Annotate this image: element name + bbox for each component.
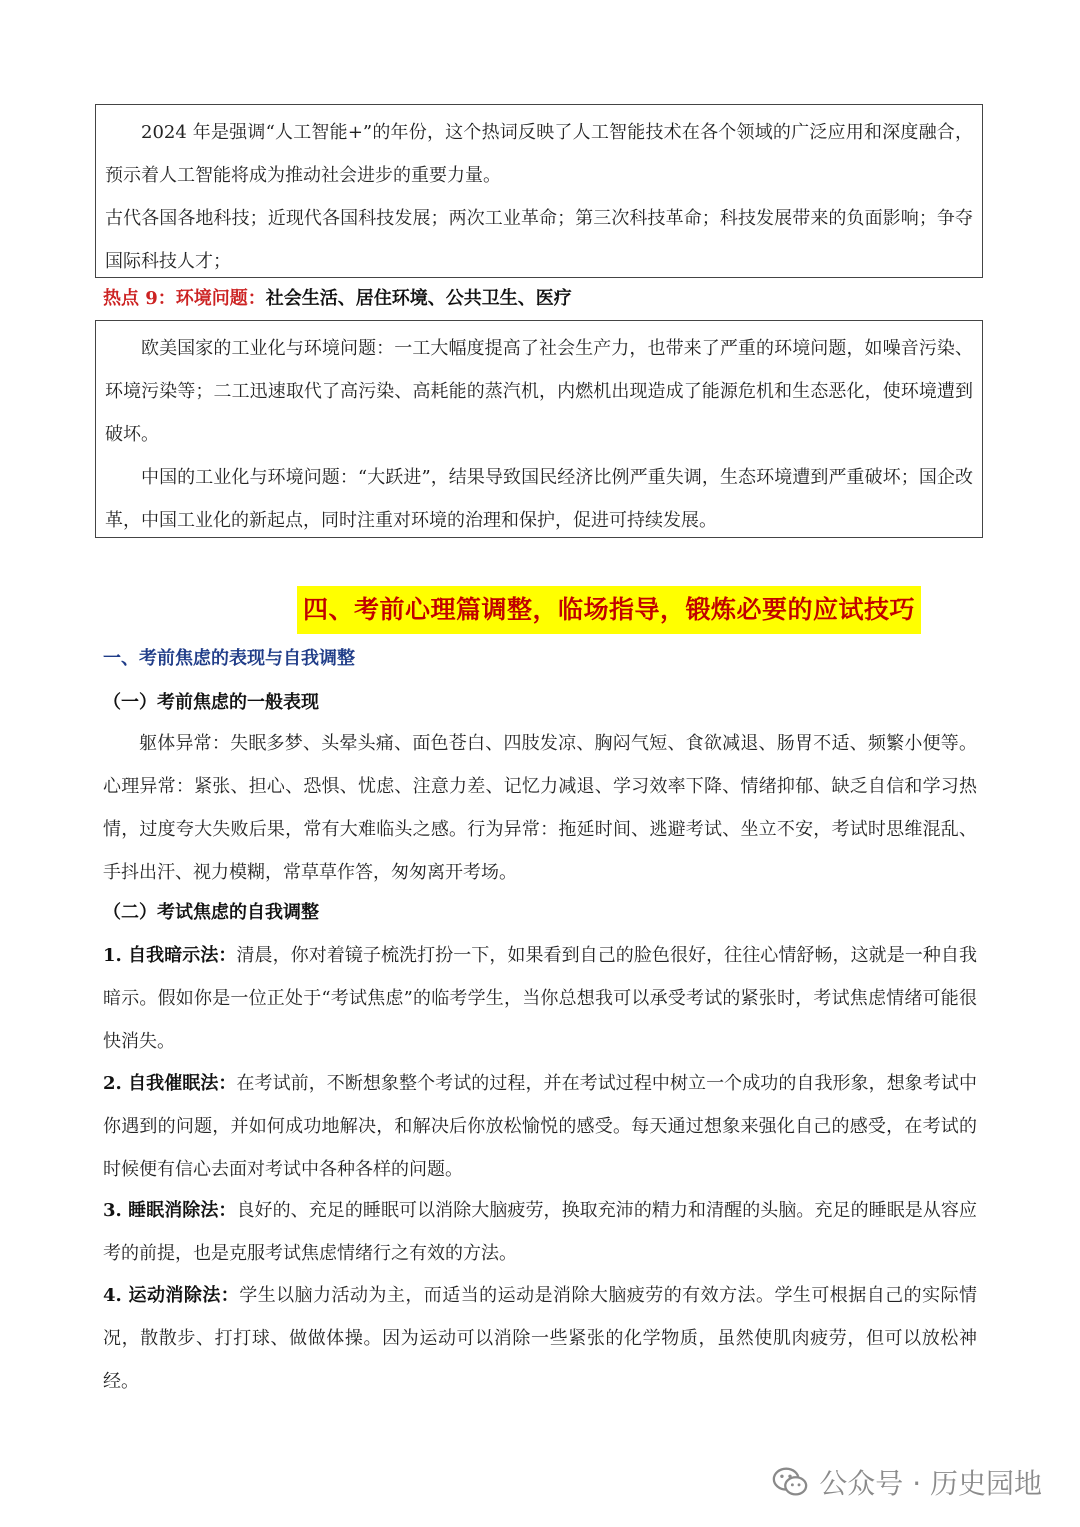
method-text: 清晨，你对着镜子梳洗打扮一下，如果看到自己的脸色很好，往往心情舒畅，这就是一种自我暗示。假如你是一位正处于“考试焦虑”的临考学生，当你总想我可以承受考试的紧张时，考试焦虑情绪可能很快消失。 <box>103 945 977 1052</box>
hotspot-topics: 社会生活、居住环境、公共卫生、医疗 <box>265 288 572 309</box>
method-item <box>103 1189 977 1275</box>
hotspot-9-heading <box>103 284 572 314</box>
method-item <box>103 1062 977 1191</box>
self-adjustment-heading: （二）考试焦虑的自我调整 <box>103 902 319 923</box>
anxiety-symptoms-text: 躯体异常：失眠多梦、头晕头痛、面色苍白、四肢发凉、胸闷气短、食欲减退、肠胃不适、频繁小便等。心理异常：紧张、担心、恐惧、忧虑、注意力差、记忆力减退、学习效率下降、情绪抑郁、缺乏自信和学习热情，过度夸大失败后果，常有大难临头之感。行为异常：拖延时间、逃避考试、坐立不安，考试时思维混乱、手抖出汗、视力模糊，常草草作答，匆匆离开考场。 <box>103 733 977 883</box>
wechat-watermark <box>771 1462 1042 1502</box>
environment-topic-box <box>95 320 983 538</box>
method-item <box>103 1274 977 1403</box>
section-four-title: 四、考前心理篇调整，临场指导，锻炼必要的应试技巧 <box>297 586 921 634</box>
method-text: 良好的、充足的睡眠可以消除大脑疲劳，换取充沛的精力和清醒的头脑。充足的睡眠是从容应考的前提，也是克服考试焦虑情绪行之有效的方法。 <box>103 1200 977 1264</box>
method-label: 4. 运动消除法： <box>103 1285 240 1306</box>
method-label: 2. 自我催眠法： <box>103 1073 237 1094</box>
tech-knowledge-list: 古代各国各地科技；近现代各国科技发展；两次工业革命；第三次科技革命；科技发展带来的负面影响；争夺国际科技人才； <box>105 208 973 272</box>
method-label: 3. 睡眠消除法： <box>103 1200 237 1221</box>
subsection-anxiety-title: 一、考前焦虑的表现与自我调整 <box>103 648 355 669</box>
tech-topic-box <box>95 104 983 278</box>
west-industrialization-paragraph: 欧美国家的工业化与环境问题：一工大幅度提高了社会生产力，也带来了严重的环境问题，如噪音污染、环境污染等；二工迅速取代了高污染、高耗能的蒸汽机，内燃机出现造成了能源危机和生态恶化，使环境遭到破坏。 <box>105 338 973 445</box>
wechat-icon <box>771 1463 809 1501</box>
method-text: 学生以脑力活动为主，而适当的运动是消除大脑疲劳的有效方法。学生可根据自己的实际情况，散散步、打打球、做做体操。因为运动可以消除一些紧张的化学物质，虽然使肌肉疲劳，但可以放松神经。 <box>103 1285 977 1392</box>
ai-plus-paragraph: 2024 年是强调“人工智能+”的年份，这个热词反映了人工智能技术在各个领域的广泛应用和深度融合，预示着人工智能将成为推动社会进步的重要力量。 <box>105 122 973 186</box>
method-text: 在考试前，不断想象整个考试的过程，并在考试过程中树立一个成功的自我形象，想象考试中你遇到的问题，并如何成功地解决，和解决后你放松愉悦的感受。每天通过想象来强化自己的感受，在考试的时候便有信心去面对考试中各种各样的问题。 <box>103 1073 977 1180</box>
method-label: 1. 自我暗示法： <box>103 945 237 966</box>
watermark-text: 公众号 · 历史园地 <box>819 1467 1042 1500</box>
method-item <box>103 934 977 1063</box>
anxiety-symptoms-heading: （一）考前焦虑的一般表现 <box>103 692 319 713</box>
china-industrialization-paragraph: 中国的工业化与环境问题：“大跃进”，结果导致国民经济比例严重失调，生态环境遭到严重破坏；国企改革，中国工业化的新起点，同时注重对环境的治理和保护，促进可持续发展。 <box>105 467 973 531</box>
hotspot-label: 热点 9：环境问题： <box>103 288 266 309</box>
